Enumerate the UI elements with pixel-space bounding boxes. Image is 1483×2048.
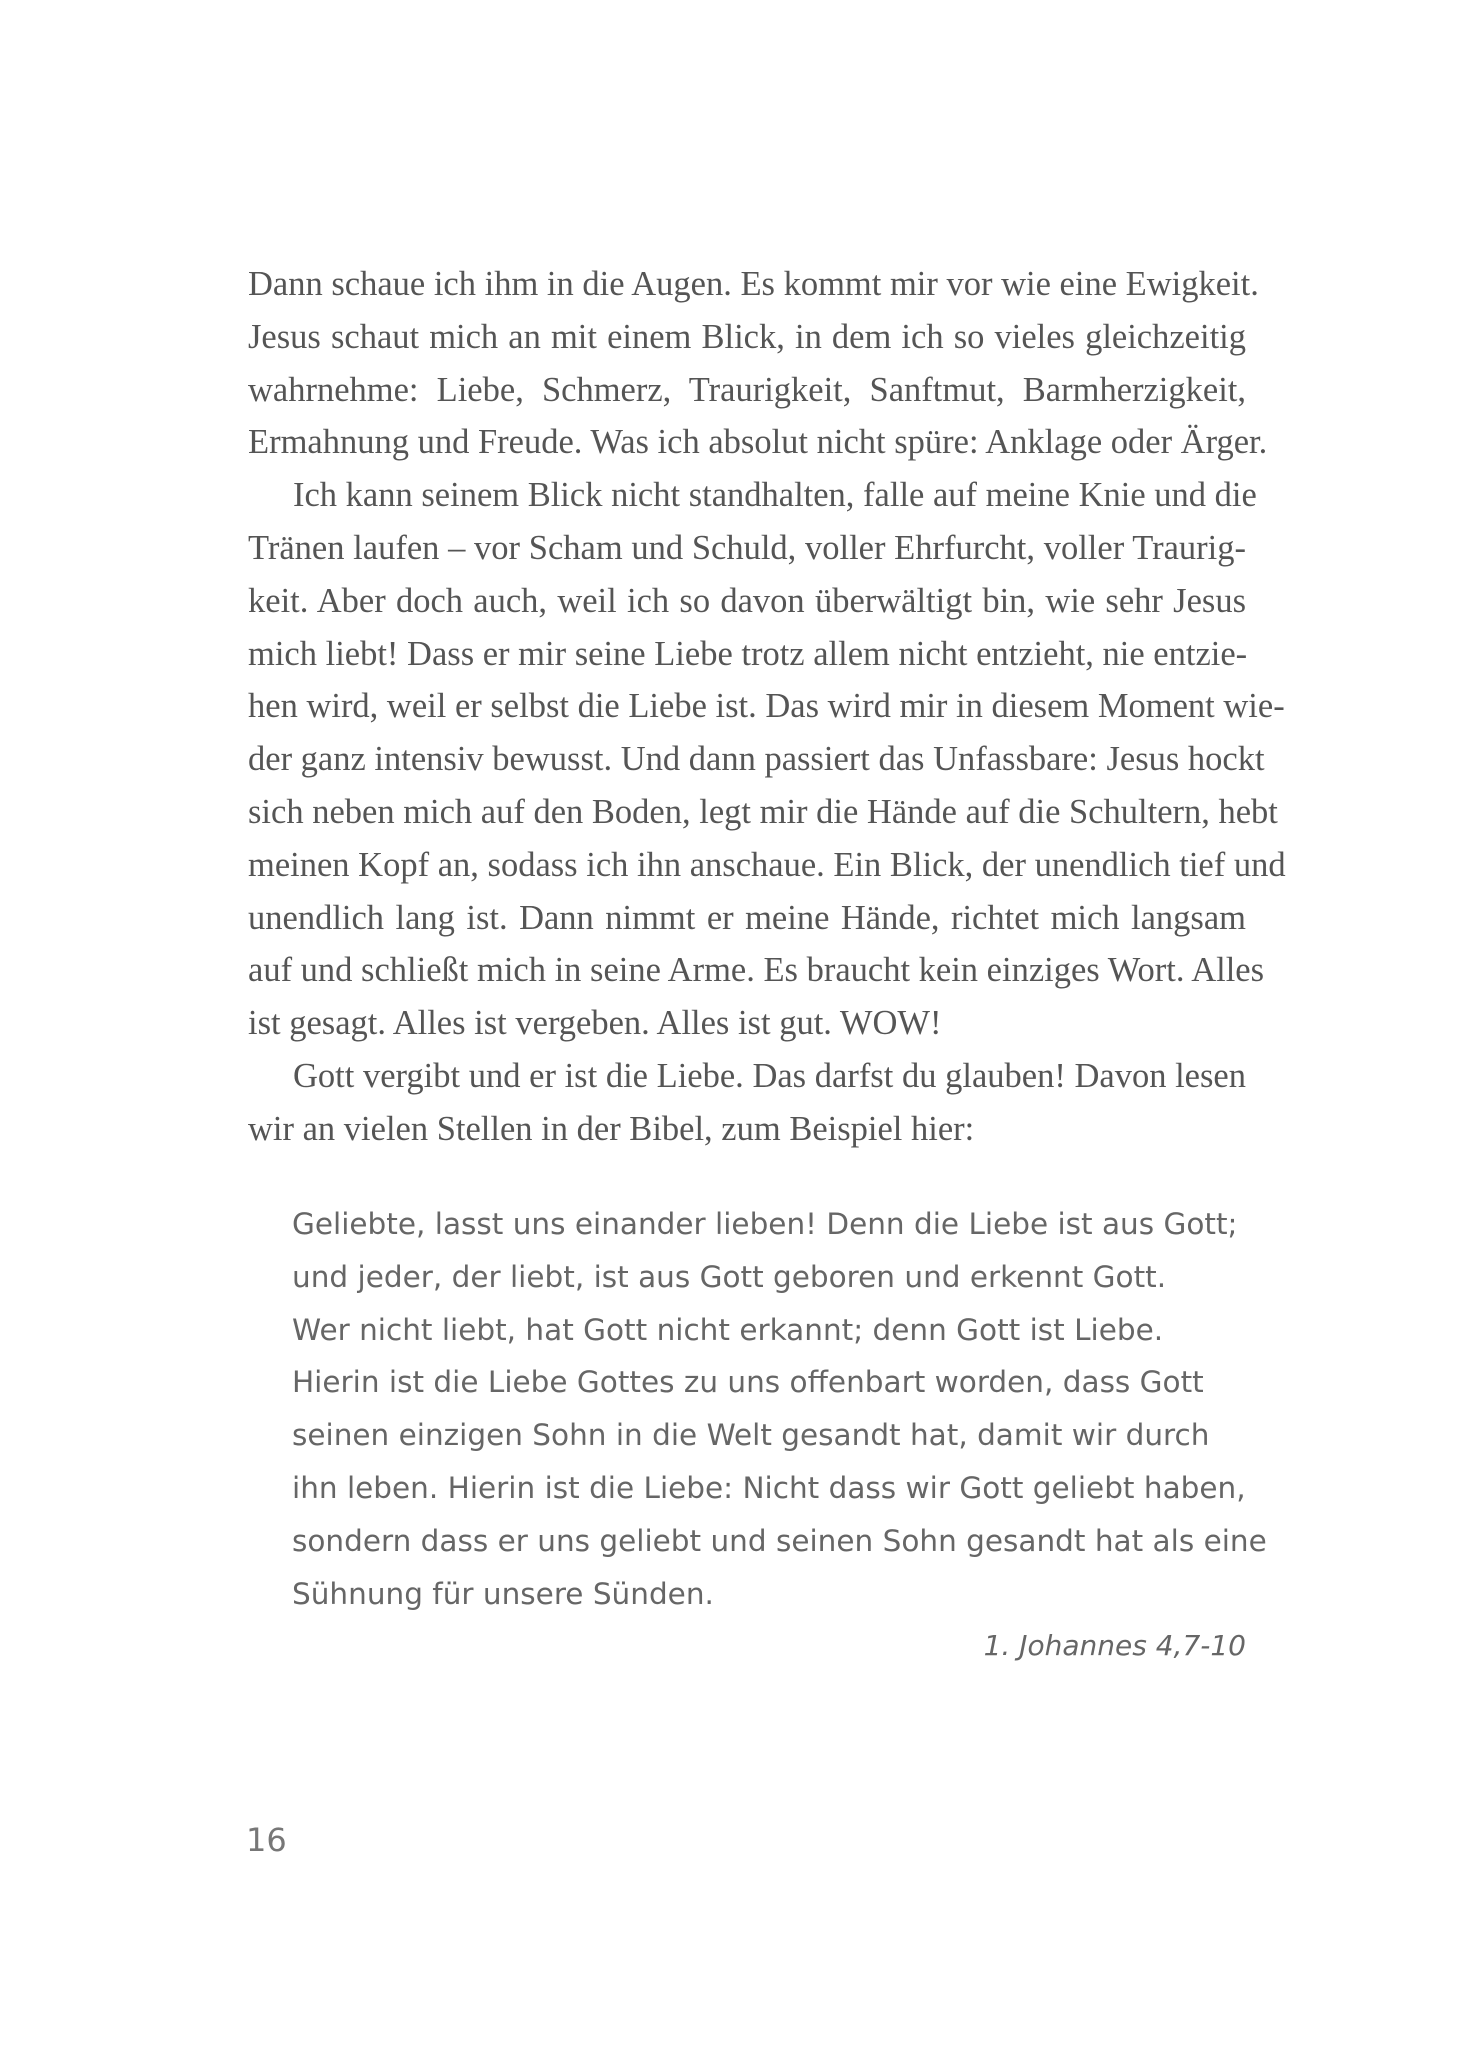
- quote-line: seinen einzigen Sohn in die Welt gesandt hat, damit wir durch: [292, 1418, 1210, 1453]
- quote-line: Wer nicht liebt, hat Gott nicht erkannt; denn Gott ist Liebe.: [292, 1312, 1164, 1347]
- page-number: 16: [246, 1821, 287, 1859]
- text-line: unendlich lang ist. Dann nimmt er meine Hände, richtet mich langsam: [248, 898, 1246, 937]
- text-line: mich liebt! Dass er mir seine Liebe trotz allem nicht entzieht, nie entzie-: [248, 634, 1248, 673]
- quote-reference: 1. Johannes 4,7-10: [983, 1629, 1246, 1662]
- text-line: Tränen laufen – vor Scham und Schuld, voller Ehrfurcht, voller Traurig-: [248, 528, 1246, 567]
- text-line: hen wird, weil er selbst die Liebe ist. Das wird mir in diesem Moment wie-: [248, 687, 1285, 726]
- quote-line: Hierin ist die Liebe Gottes zu uns offenbart worden, dass Gott: [292, 1365, 1204, 1400]
- quote-line: und jeder, der liebt, ist aus Gott geboren und erkennt Gott.: [292, 1259, 1167, 1294]
- quote-line: Geliebte, lasst uns einander lieben! Denn die Liebe ist aus Gott;: [292, 1207, 1238, 1241]
- text-line: Ich kann seinem Blick nicht standhalten, falle auf meine Knie und die: [293, 476, 1257, 515]
- text-line: Dann schaue ich ihm in die Augen. Es kommt mir vor wie eine Ewigkeit.: [248, 265, 1259, 303]
- text-line: Jesus schaut mich an mit einem Blick, in dem ich so vieles gleichzeitig: [248, 317, 1246, 356]
- text-line: Ermahnung und Freude. Was ich absolut nicht spüre: Anklage oder Ärger.: [248, 423, 1268, 462]
- text-line: Gott vergibt und er ist die Liebe. Das darfst du glauben! Davon lesen: [293, 1056, 1246, 1095]
- text-line: keit. Aber doch auch, weil ich so davon überwältigt bin, wie sehr Jesus: [248, 581, 1246, 620]
- paragraph: [248, 1050, 1246, 1156]
- paragraph: [248, 258, 1268, 469]
- quote-line: ihn leben. Hierin ist die Liebe: Nicht dass wir Gott geliebt haben,: [292, 1470, 1246, 1505]
- bible-quote: [292, 1198, 1267, 1620]
- text-line: auf und schließt mich in seine Arme. Es braucht kein einziges Wort. Alles: [248, 951, 1265, 990]
- text-line: der ganz intensiv bewusst. Und dann passiert das Unfassbare: Jesus hockt: [248, 740, 1265, 779]
- text-line: wir an vielen Stellen in der Bibel, zum Beispiel hier:: [248, 1109, 975, 1148]
- main-text: [248, 258, 1286, 1156]
- quote-line: sondern dass er uns geliebt und seinen Sohn gesandt hat als eine: [292, 1523, 1267, 1558]
- text-line: meinen Kopf an, sodass ich ihn anschaue. Ein Blick, der unendlich tief und: [248, 845, 1286, 884]
- text-line: wahrnehme: Liebe, Schmerz, Traurigkeit, Sanftmut, Barmherzigkeit,: [248, 370, 1246, 409]
- text-line: ist gesagt. Alles ist vergeben. Alles ist gut. WOW!: [248, 1004, 942, 1043]
- quote-line: Sühnung für unsere Sünden.: [292, 1576, 714, 1611]
- paragraph: [248, 469, 1286, 1050]
- text-line: sich neben mich auf den Boden, legt mir die Hände auf die Schultern, hebt: [248, 792, 1278, 831]
